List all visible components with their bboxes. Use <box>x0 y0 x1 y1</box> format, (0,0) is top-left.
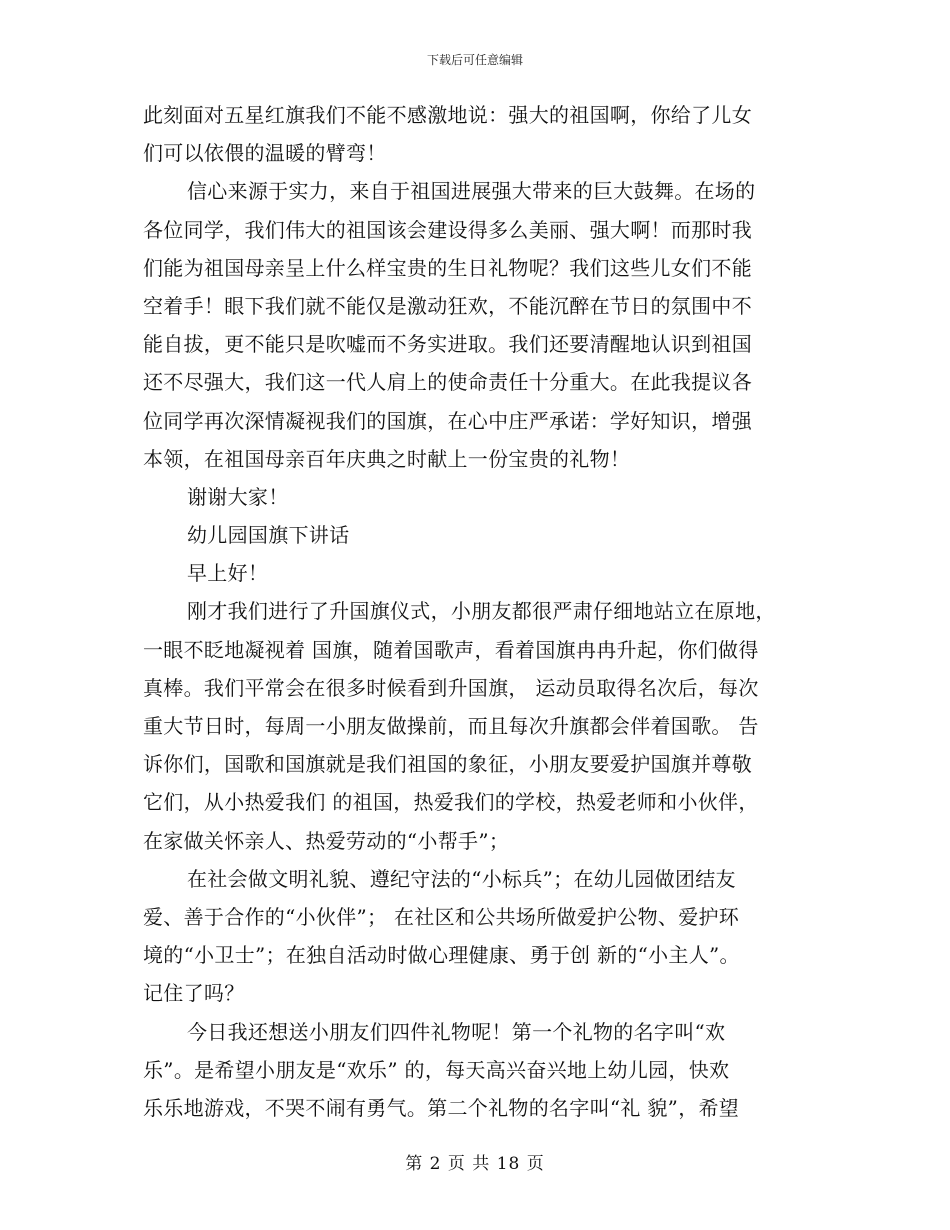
text-line: 乐”。是希望小朋友是“欢乐” 的，每天高兴奋兴地上幼儿园，快欢 <box>143 1057 730 1082</box>
text-line: 诉你们，国歌和国旗就是我们祖国的象征，小朋友要爱护国旗并尊敬 <box>143 752 752 777</box>
text-line: 真棒。我们平常会在很多时候看到升国旗， 运动员取得名次后，每次 <box>143 675 759 700</box>
text-line: 在社会做文明礼貌、遵纪守法的“小标兵”；在幼儿园做团结友 <box>187 866 736 891</box>
text-line: 能自拔，更不能只是吹嘘而不务实进取。我们还要清醒地认识到祖国 <box>143 332 752 357</box>
text-line: 此刻面对五星红旗我们不能不感激地说：强大的祖国啊，你给了儿女 <box>143 103 752 127</box>
text-line: 一眼不眨地凝视着 国旗，随着国歌声，看着国旗冉冉升起，你们做得 <box>143 637 759 662</box>
text-line: 空着手！眼下我们就不能仅是激动狂欢，不能沉醉在节日的氛围中不 <box>143 293 752 318</box>
text-line: 今日我还想送小朋友们四件礼物呢！第一个礼物的名字叫“欢 <box>187 1019 726 1044</box>
text-line: 早上好！ <box>187 561 269 586</box>
text-line: 本领，在祖国母亲百年庆典之时献上一份宝贵的礼物！ <box>143 446 631 471</box>
text-line: 们可以依偎的温暖的臂弯！ <box>143 141 387 166</box>
text-line: 们能为祖国母亲呈上什么样宝贵的生日礼物呢？我们这些儿女们不能 <box>143 255 752 280</box>
text-line: 乐乐地游戏，不哭不闹有勇气。第二个礼物的名字叫“礼 貌”，希望 <box>143 1095 740 1120</box>
text-line: 位同学再次深情凝视我们的国旗，在心中庄严承诺：学好知识，增强 <box>143 408 752 433</box>
text-line: 爱、善于合作的“小伙伴”； 在社区和公共场所做爱护公物、爱护环 <box>143 904 740 929</box>
text-line: 重大节日时，每周一小朋友做操前，而且每次升旗都会伴着国歌。 告 <box>143 714 759 738</box>
text-line: 境的“小卫士”；在独自活动时做心理健康、勇于创 新的“小主人”。 <box>143 943 740 968</box>
page-number-footer: 第 2 页 共 18 页 <box>405 1154 545 1174</box>
text-line: 记住了吗？ <box>143 981 245 1006</box>
document-body <box>143 96 811 1127</box>
text-line: 信心来源于实力，来自于祖国进展强大带来的巨大鼓舞。在场的 <box>187 179 756 204</box>
text-line: 谢谢大家！ <box>187 484 289 509</box>
text-line: 还不尽强大，我们这一代人肩上的使命责任十分重大。在此我提议各 <box>143 370 752 395</box>
text-line: 幼儿园国旗下讲话 <box>187 523 350 548</box>
text-line: 各位同学，我们伟大的祖国该会建设得多么美丽、强大啊！而那时我 <box>143 217 752 242</box>
text-line: 刚才我们进行了升国旗仪式，小朋友都很严肃仔细地站立在原地， <box>187 599 776 624</box>
text-line: 它们，从小热爱我们 的祖国，热爱我们的学校，热爱老师和小伙伴， <box>143 790 759 815</box>
text-line: 在家做关怀亲人、热爱劳动的“小帮手”； <box>143 828 510 853</box>
page-header: 下载后可任意编辑 <box>426 53 523 67</box>
